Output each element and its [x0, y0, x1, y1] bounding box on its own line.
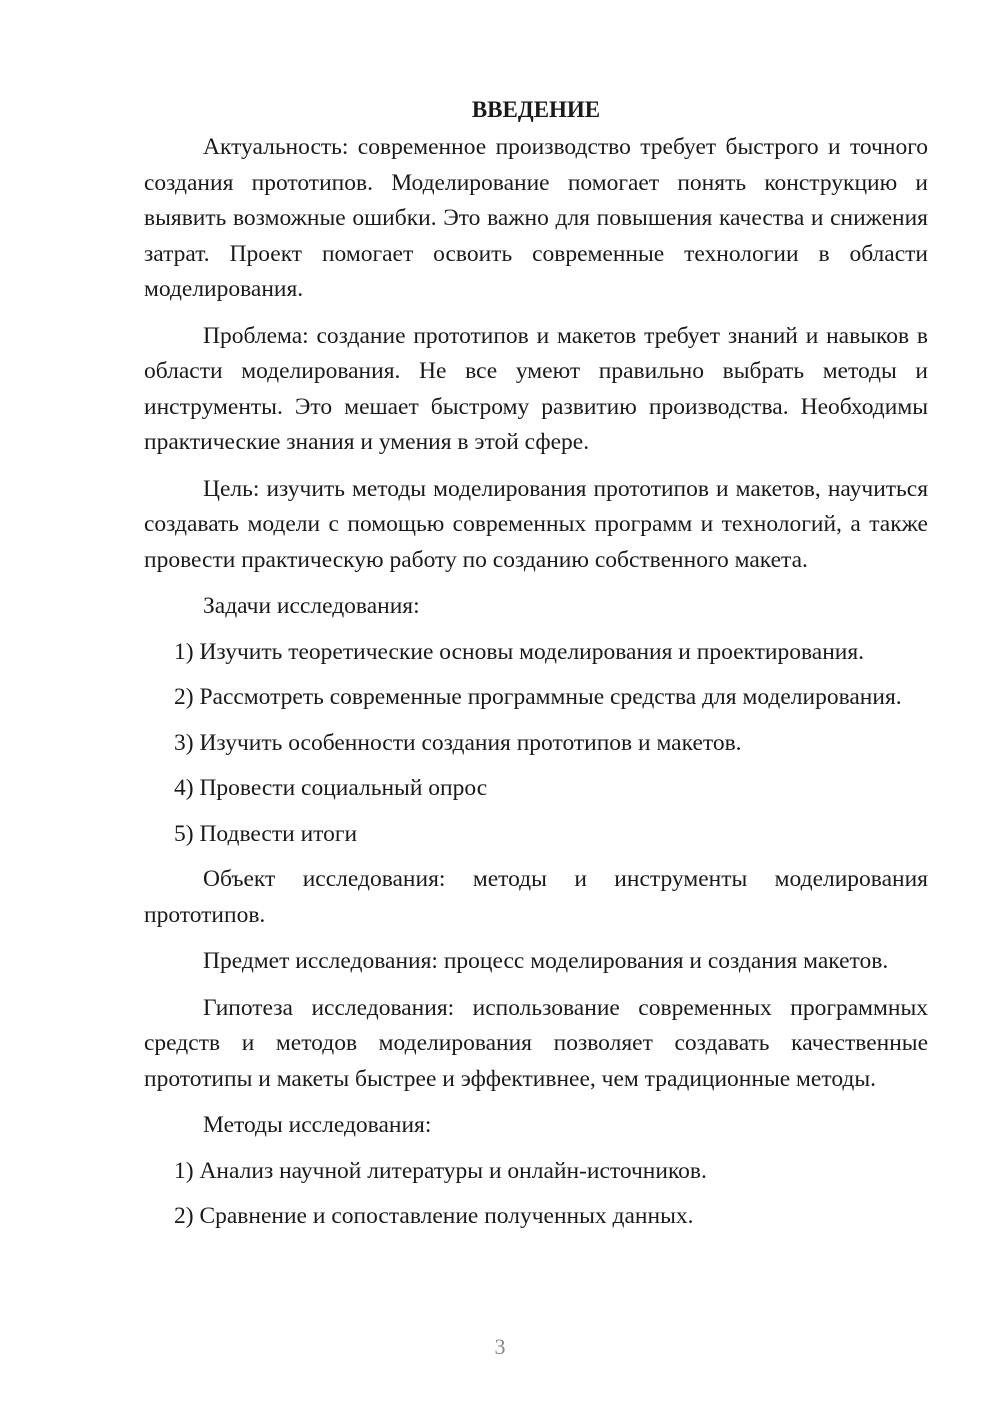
task-item: 4) Провести социальный опрос [174, 775, 488, 801]
goal-paragraph: Цель: изучить методы моделирования прототипов и макетов, научиться создавать модели с помощью современных программ и технологий, а также провести практическую работу по созданию собственного макета. [144, 475, 928, 573]
page-number: 3 [494, 1334, 506, 1359]
section-heading: ВВЕДЕНИЕ [471, 97, 601, 122]
method-item: 1) Анализ научной литературы и онлайн-источников. [174, 1157, 707, 1184]
hypothesis-paragraph: Гипотеза исследования: использование современных программных средств и методов моделирования позволяет создавать качественные прототипы и макеты быстрее и эффективнее, чем традиционные методы. [144, 994, 928, 1092]
task-item: 2) Рассмотреть современные программные средства для моделирования. [174, 684, 902, 710]
task-item: 1) Изучить теоретические основы моделирования и проектирования. [174, 638, 865, 665]
method-item: 2) Сравнение и сопоставление полученных данных. [174, 1203, 694, 1229]
page-content [144, 92, 928, 1245]
object-paragraph: Объект исследования: методы и инструменты моделирования прототипов. [144, 866, 928, 928]
task-item: 3) Изучить особенности создания прототипов и макетов. [174, 729, 742, 756]
relevance-paragraph: Актуальность: современное производство требует быстрого и точного создания прототипов. Моделирование помогает понять конструкцию и выявить возможные ошибки. Это важно для повышения качества и снижения затрат. Проект помогает освоить современные технологии в области моделирования. [144, 134, 928, 302]
problem-paragraph: Проблема: создание прототипов и макетов требует знаний и навыков в области моделирования. Не все умеют правильно выбрать методы и инструменты. Это мешает быстрому развитию производства. Необходимы практические знания и умения в этой сфере. [144, 322, 928, 455]
task-item: 5) Подвести итоги [174, 820, 358, 847]
tasks-heading: Задачи исследования: [203, 593, 420, 619]
subject-paragraph: Предмет исследования: процесс моделирования и создания макетов. [203, 948, 889, 974]
methods-heading: Методы исследования: [203, 1112, 432, 1138]
